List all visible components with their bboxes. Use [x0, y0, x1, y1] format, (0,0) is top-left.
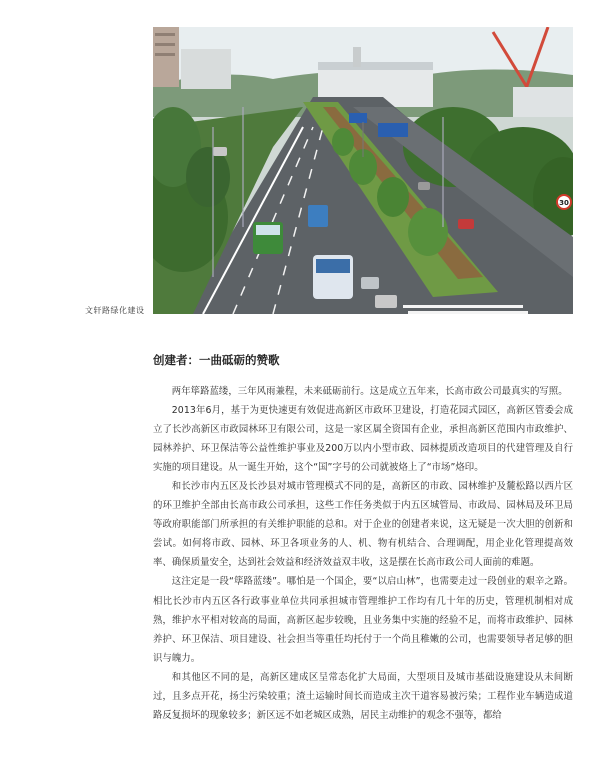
paragraph: 和长沙市内五区及长沙县对城市管理模式不同的是，高新区的市政、园林维护及麓松路以西片区的环卫维护全部由长高市政公司承担，这些工作任务类似于内五区城管局、市政局、园林局及环卫局等政府职能部门所承担的有关维护职能的总和。对于企业的创建者来说，这无疑是一次大胆的创新和尝试。如何将市政、园林、环卫各项业务的人、机、物有机结合、合理调配，用企业化管理提高效率、确保质量安全，达到社会效益和经济效益双丰收，这是摆在长高市政公司人面前的难题。	[153, 481, 573, 569]
paragraph: 和其他区不同的是，高新区建成区呈常态化扩大局面，大型项目及城市基础设施建设从未间断过，且多点开花，扬尘污染较重；渣土运输时间长而造成主次干道容易被污染；工程作业车辆造成道路反复损坏的现象较多；新区远不如老城区成熟，居民主动维护的观念不强等，都给	[153, 671, 573, 721]
article-body	[153, 353, 573, 725]
section-heading: 创建者：一曲砥砺的赞歌	[153, 353, 280, 367]
paragraph: 2013年6月，基于为更快速更有效促进高新区市政环卫建设，打造花园式园区，高新区管委会成立了长沙高新区市政园林环卫有限公司，这是一家区属全资国有企业，承担高新区范围内市政维护、园林养护、环卫保洁等公益性维护事业及200万以内小型市政、园林提质改造项目的代建管理及自行实施的项目建设。从一诞生开始，这个“国”字号的公司就被烙上了“市场”烙印。	[153, 405, 573, 474]
paragraph: 这注定是一段“筚路蓝缕”。哪怕是一个国企，要“以启山林”，也需要走过一段创业的艰辛之路。相比长沙市内五区各行政事业单位共同承担城市管理维护工作均有几十年的历史，管理机制相对成熟，维护水平相对较高的局面，高新区起步较晚，且业务集中实施的经验不足，而将市政维护、园林养护、环卫保洁、项目建设、社会担当等重任均托付于一个尚且稚嫩的公司，也需要领导者足够的胆识与魄力。	[153, 576, 573, 664]
street-greening-photo	[153, 27, 573, 314]
paragraph: 两年筚路蓝缕，三年风雨兼程，未来砥砺前行。这是成立五年来，长高市政公司最真实的写照。	[171, 386, 568, 397]
photo-caption: 文轩路绿化建设	[85, 306, 145, 315]
speed-limit-sign: 30	[559, 199, 569, 207]
